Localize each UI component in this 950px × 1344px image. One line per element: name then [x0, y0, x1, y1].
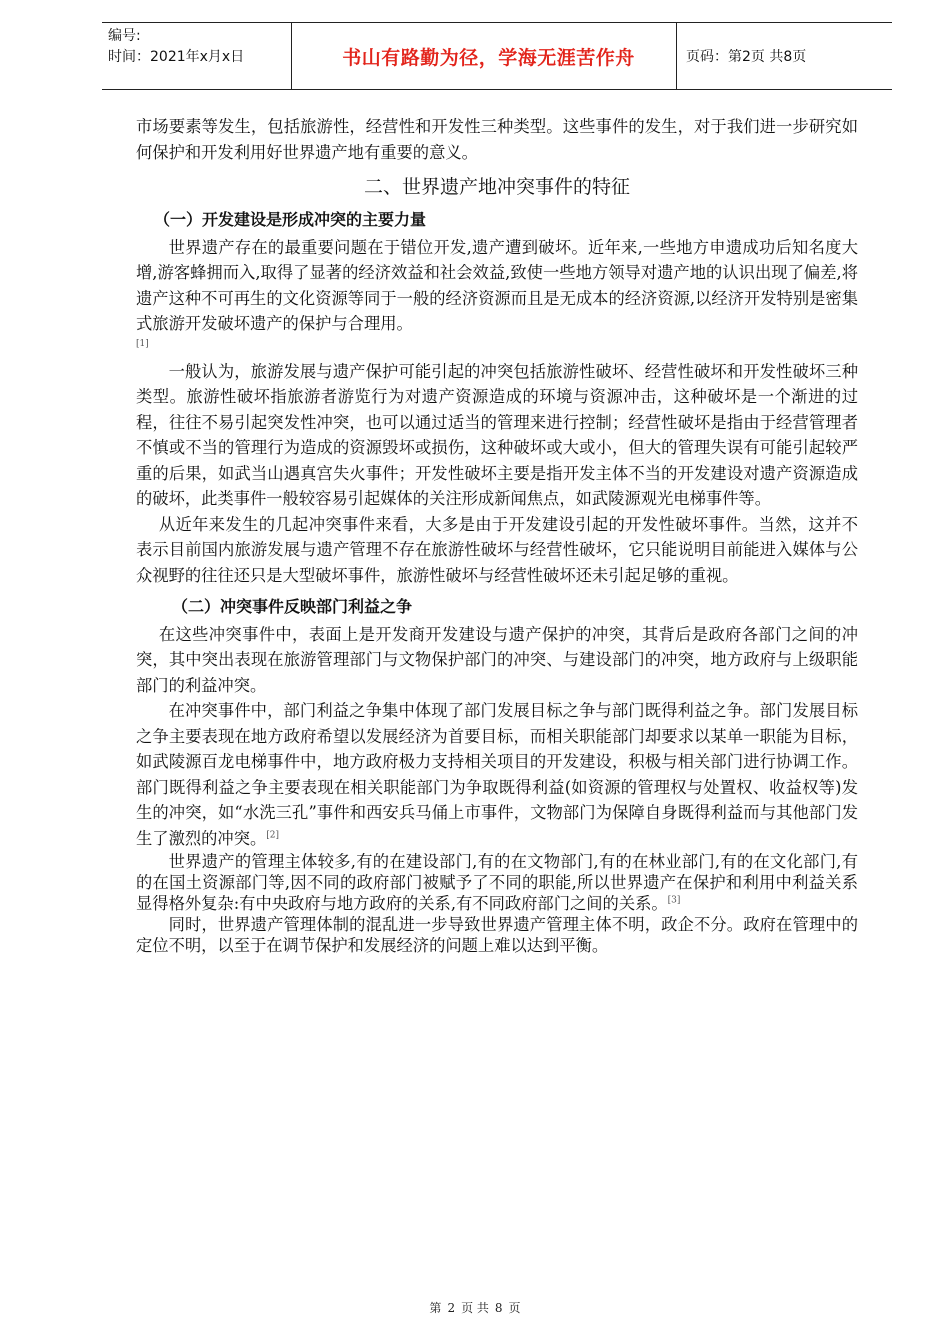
footer-prefix: 第 — [429, 1301, 442, 1315]
footer-suffix: 页 — [508, 1301, 521, 1315]
page-header — [102, 22, 892, 90]
paragraph: 从近年来发生的几起冲突事件来看，大多是由于开发建设引起的开发性破坏事件。当然，这并不表示目前国内旅游发展与遗产管理不存在旅游性破坏与经营性破坏，它只能说明目前能进入媒体与公众视野的往往还只是大型破坏事件，旅游性破坏与经营性破坏还未引起足够的重视。 — [136, 514, 858, 585]
header-motto: 书山有路勤为径，学海无涯苦作舟 — [342, 46, 635, 69]
paragraph-text: 在冲突事件中，部门利益之争集中体现了部门发展目标之争与部门既得利益之争。部门发展目标之争主要表现在地方政府希望以发展经济为首要目标，而相关职能部门却要求以某单一职能为目标，如武陵源百龙电梯事件中，地方政府极力支持相关项目的开发建设，积极与相关部门进行协调工作。部门既得利益之争主要表现在相关职能部门为争取既得利益(如资源的管理权与处置权、收益权等)发生的冲突，如“水洗三孔”事件和西安兵马俑上市事件，文物部门为保障自身既得利益而与其他部门发生了激烈的冲突。 — [136, 701, 858, 848]
paragraph — [136, 698, 858, 851]
header-divider-right — [676, 22, 677, 90]
footer-total-pages: 8 — [494, 1301, 503, 1315]
paragraph: 同时，世界遗产管理体制的混乱进一步导致世界遗产管理主体不明，政企不分。政府在管理中的定位不明，以至于在调节保护和发展经济的问题上难以达到平衡。 — [136, 915, 858, 955]
document-number: 编号: — [108, 28, 141, 44]
document-date: 时间：2021年x月x日 — [108, 49, 245, 65]
paragraph — [136, 851, 858, 914]
header-meta — [108, 26, 244, 68]
paragraph: 世界遗产存在的最重要问题在于错位开发,遗产遭到破坏。近年来,一些地方申遗成功后知名度大增,游客蜂拥而入,取得了显著的经济效益和社会效益,致使一些地方领导对遗产地的认识出现了偏差,将遗产这种不可再生的文化资源等同于一般的经济资源而且是无成本的经济资源,以经济开发特别是密集式旅游开发破坏遗产的保护与合理用。 — [136, 237, 858, 333]
footer-page-number: 2 — [447, 1301, 456, 1315]
citation-mark: [1] — [136, 338, 149, 349]
paragraph: 一般认为，旅游发展与遗产保护可能引起的冲突包括旅游性破坏、经营性破坏和开发性破坏三种类型。旅游性破坏指旅游者游览行为对遗产资源造成的环境与资源冲击，这种破坏是一个渐进的过程，往往不易引起突发性冲突，也可以通过适当的管理来进行控制；经营性破坏是指由于经营管理者不慎或不当的管理行为造成的资源毁坏或损伤，这种破坏或大或小，但大的管理失误有可能引起较严重的后果，如武当山遇真宫失火事件；开发性破坏主要是指开发主体不当的开发建设对遗产资源造成的破坏，此类事件一般较容易引起媒体的关注形成新闻焦点，如武陵源观光电梯事件等。 — [136, 361, 858, 508]
citation-mark: [3] — [667, 895, 681, 906]
paragraph: 在这些冲突事件中，表面上是开发商开发建设与遗产保护的冲突，其背后是政府各部门之间的冲突，其中突出表现在旅游管理部门与文物保护部门的冲突、与建设部门的冲突，地方政府与上级职能部门的利益冲突。 — [136, 624, 858, 695]
page-footer — [0, 1299, 950, 1316]
intro-paragraph: 市场要素等发生，包括旅游性，经营性和开发性三种类型。这些事件的发生，对于我们进一步研究如何保护和开发利用好世界遗产地有重要的意义。 — [136, 117, 858, 162]
subsection-heading-1: （一）开发建设是形成冲突的主要力量 — [154, 210, 427, 229]
document-body — [136, 114, 858, 956]
section-title: 二、世界遗产地冲突事件的特征 — [363, 176, 630, 198]
header-page-indicator: 页码：第2页 共8页 — [686, 49, 807, 65]
subsection-heading-2: （二）冲突事件反映部门利益之争 — [172, 597, 413, 616]
paragraph-text: 世界遗产的管理主体较多,有的在建设部门,有的在文物部门,有的在林业部门,有的在文化部门,有的在国土资源部门等,因不同的政府部门被赋予了不同的职能,所以世界遗产在保护和利用中利益关系显得格外复杂:有中央政府与地方政府的关系,有不同政府部门之间的关系。 — [136, 852, 858, 913]
citation-mark: [2] — [266, 830, 280, 841]
header-divider-left — [291, 22, 292, 90]
footer-middle: 页 共 — [461, 1301, 489, 1315]
